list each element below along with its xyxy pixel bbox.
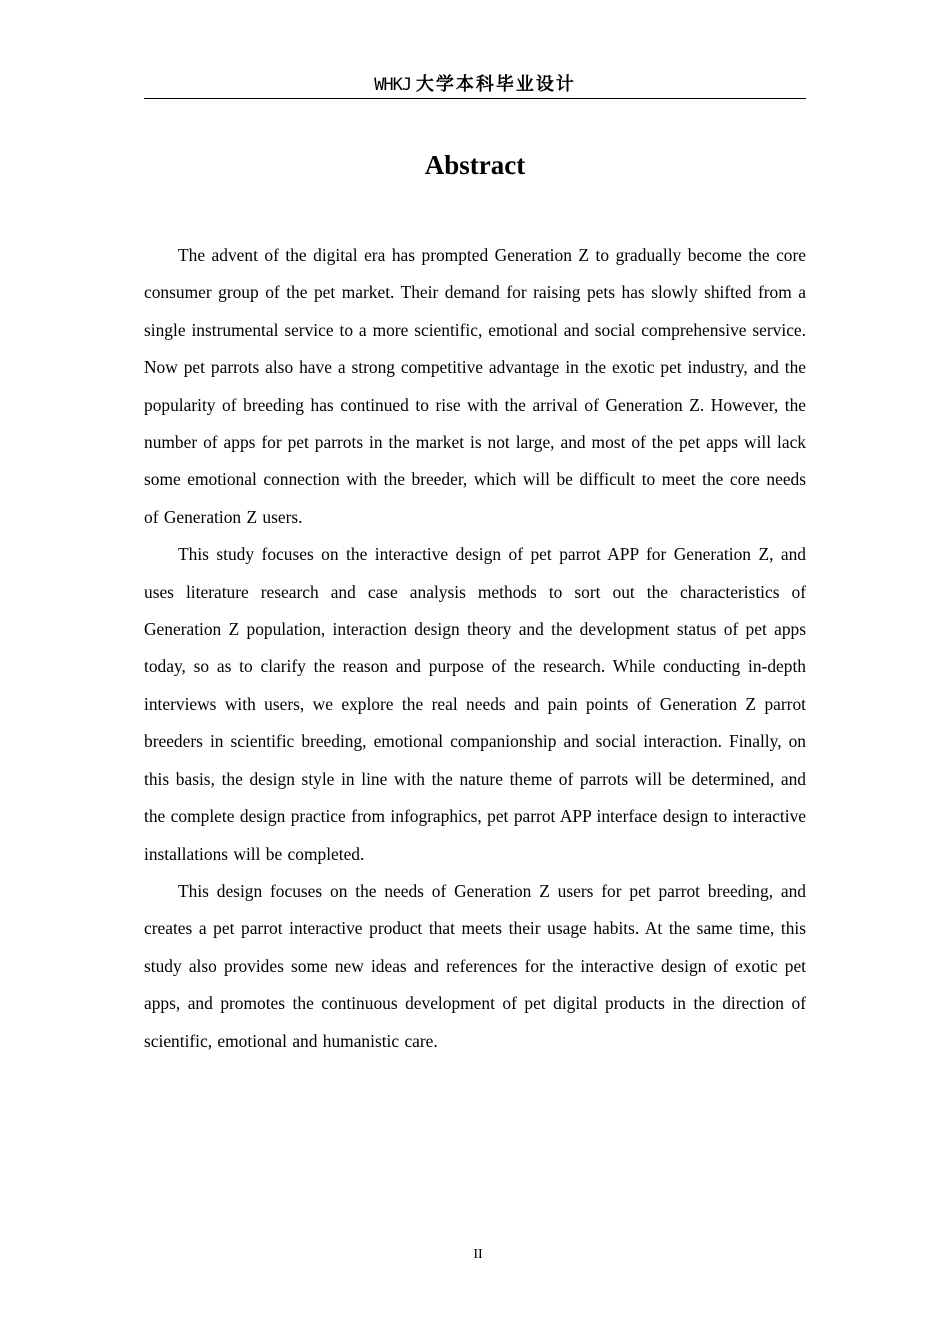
abstract-body [144,237,806,1060]
header-institution-code: WHKJ [374,75,412,95]
header-rule [144,98,806,99]
abstract-paragraph-1: The advent of the digital era has prompted Generation Z to gradually become the core consumer group of the pet market. Their demand for raising pets has slowly shifted from a single instrumental service to a more scientific, emotional and social comprehensive service. Now pet parrots also have a strong competitive advantage in the exotic pet industry, and the popularity of breeding has continued to rise with the arrival of Generation Z. However, the number of apps for pet parrots in the market is not large, and most of the pet apps will lack some emotional connection with the breeder, which will be difficult to meet the core needs of Generation Z users. [144,245,806,527]
abstract-paragraph-2: This study focuses on the interactive design of pet parrot APP for Generation Z, and uses literature research and case analysis methods to sort out the characteristics of Generation Z population, interaction design theory and the development status of pet apps today, so as to clarify the reason and purpose of the research. While conducting in-depth interviews with users, we explore the real needs and pain points of Generation Z parrot breeders in scientific breeding, emotional companionship and social interaction. Finally, on this basis, the design style in line with the nature theme of parrots will be determined, and the complete design practice from infographics, pet parrot APP interface design to interactive installations will be completed. [144,544,806,864]
running-header [144,72,806,98]
page-number: II [473,1247,483,1262]
page-title: Abstract [424,150,526,180]
abstract-paragraph-3: This design focuses on the needs of Generation Z users for pet parrot breeding, and creates a pet parrot interactive product that meets their usage habits. At the same time, this study also provides some new ideas and references for the interactive design of exotic pet apps, and promotes the continuous development of pet digital products in the direction of scientific, emotional and humanistic care. [144,880,806,1051]
header-thesis-label: 大学本科毕业设计 [415,74,576,95]
